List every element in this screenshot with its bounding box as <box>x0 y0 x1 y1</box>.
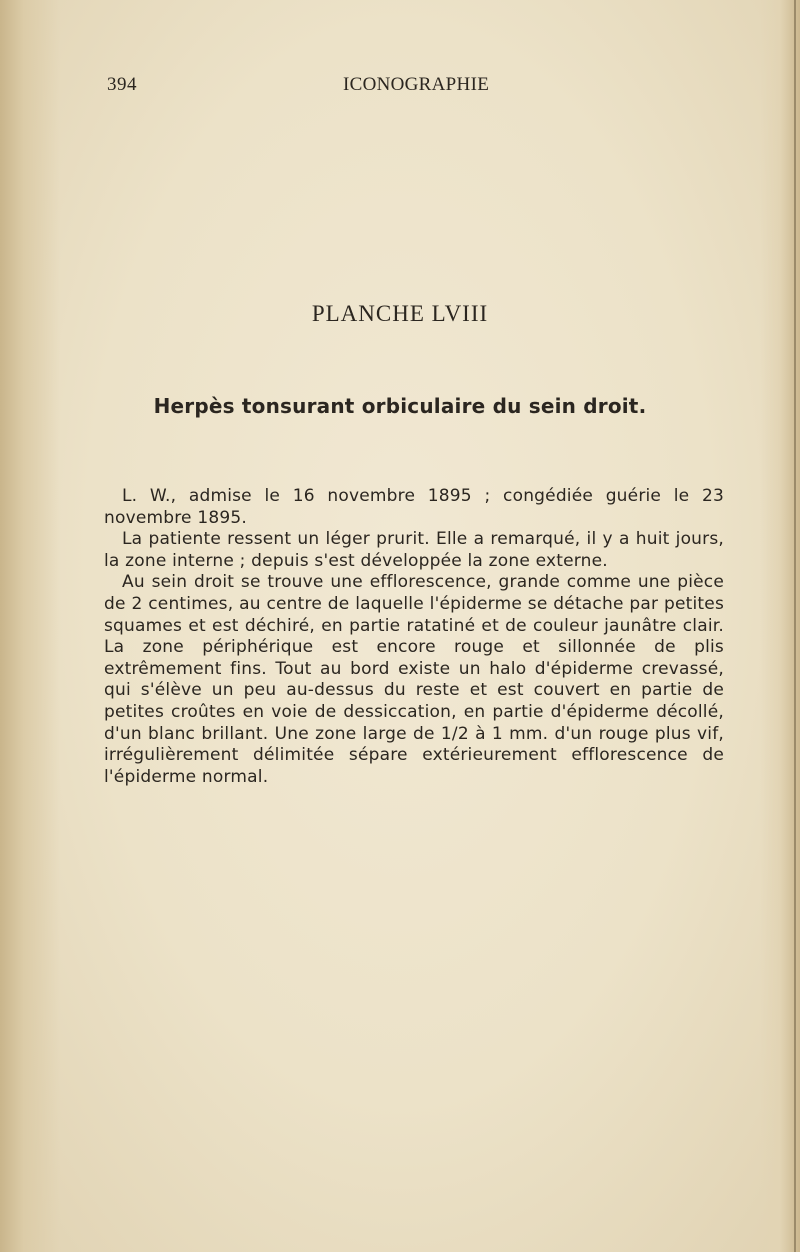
page-number: 394 <box>107 74 137 95</box>
plate-subtitle: Herpès tonsurant orbiculaire du sein droit. <box>153 394 647 418</box>
page-header <box>0 74 800 98</box>
page-edge-left <box>0 0 60 1252</box>
paragraph: La patiente ressent un léger prurit. Elle a remarqué, il y a huit jours, la zone interne ; depuis s'est développée la zone externe. <box>104 529 724 571</box>
body-text <box>104 486 724 788</box>
plate-title: PLANCHE LVIII <box>311 301 489 326</box>
paragraph: L. W., admise le 16 novembre 1895 ; congédiée guérie le 23 novembre 1895. <box>104 486 724 528</box>
running-head: ICONOGRAPHIE <box>343 74 490 95</box>
paragraph: Au sein droit se trouve une efflorescence, grande comme une pièce de 2 centimes, au centre de laquelle l'épiderme se détache par petites squames et est déchiré, en partie ratatiné et de couleur jaunâtre clair. La zone périphérique est encore rouge et sillonnée de plis extrêmement fins. Tout au bord existe un halo d'épiderme crevassé, qui s'élève un peu au-dessus du reste et est couvert en partie de petites croûtes en voie de dessiccation, en partie d'épiderme décollé, d'un blanc brillant. Une zone large de 1/2 à 1 mm. d'un rouge plus vif, irrégulièrement délimitée sépare extérieurement efflorescence de l'épiderme normal. <box>104 572 724 787</box>
page-fold-line <box>794 0 796 1252</box>
